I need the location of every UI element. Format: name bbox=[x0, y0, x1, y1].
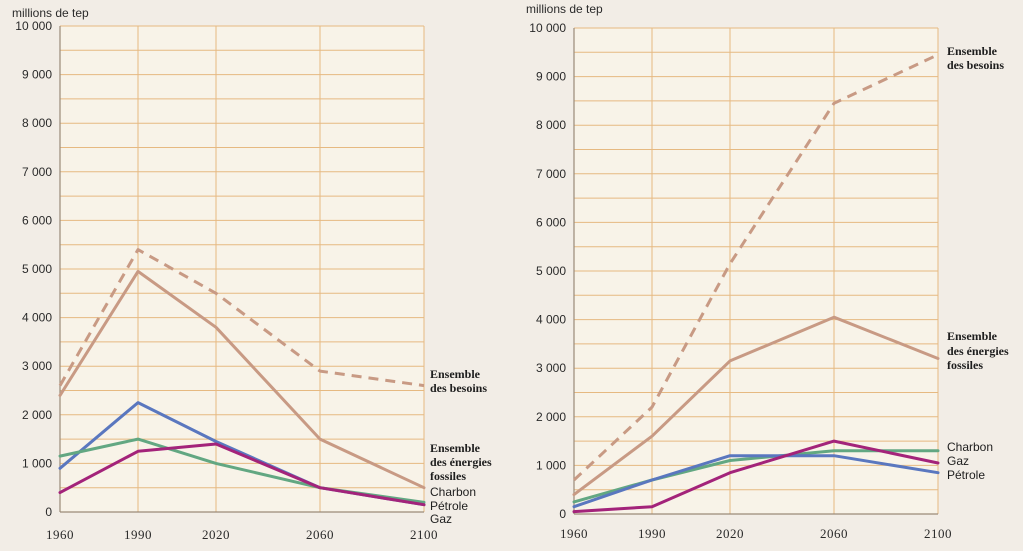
y-tick-label: 0 bbox=[559, 507, 566, 521]
y-tick-label: 7 000 bbox=[21, 164, 52, 179]
legend-label: Pétrole bbox=[430, 499, 469, 513]
legend-label: Charbon bbox=[430, 485, 477, 499]
y-tick-label: 0 bbox=[45, 505, 52, 519]
y-tick-label: 1 000 bbox=[535, 458, 566, 473]
y-tick-label: 9 000 bbox=[535, 69, 566, 84]
legend-label: fossiles bbox=[430, 469, 466, 483]
y-tick-label: 7 000 bbox=[535, 166, 566, 181]
y-tick-label: 4 000 bbox=[535, 312, 566, 327]
x-tick-label: 1960 bbox=[560, 526, 588, 541]
legend-label: fossiles bbox=[947, 358, 983, 372]
y-tick-label: 2 000 bbox=[21, 407, 52, 422]
y-tick-label: 4 000 bbox=[21, 310, 52, 325]
y-tick-label: 10 000 bbox=[15, 19, 52, 33]
y-tick-label: 8 000 bbox=[535, 118, 566, 133]
y-tick-label: 3 000 bbox=[21, 359, 52, 374]
legend-label: Gaz bbox=[430, 512, 453, 526]
legend-label: des besoins bbox=[430, 381, 488, 395]
x-tick-label: 2020 bbox=[716, 526, 744, 541]
legend-label: Ensemble bbox=[947, 44, 998, 58]
y-tick-label: 6 000 bbox=[21, 213, 52, 228]
legend-label: Ensemble bbox=[430, 367, 481, 381]
y-tick-label: 3 000 bbox=[535, 361, 566, 376]
legend-label: des énergies bbox=[430, 455, 492, 469]
y-tick-label: 5 000 bbox=[21, 262, 52, 276]
x-tick-label: 2060 bbox=[306, 527, 334, 542]
legend-label: Pétrole bbox=[947, 468, 986, 482]
legend-label: Charbon bbox=[947, 440, 994, 454]
y-tick-label: 8 000 bbox=[21, 116, 52, 131]
y-axis-unit-label: millions de tep bbox=[526, 2, 603, 16]
y-tick-label: 10 000 bbox=[529, 21, 566, 35]
y-tick-label: 5 000 bbox=[535, 264, 566, 278]
x-tick-label: 1990 bbox=[638, 526, 666, 541]
y-tick-label: 1 000 bbox=[21, 456, 52, 471]
legend-label: Ensemble bbox=[947, 329, 998, 343]
legend-label: des énergies bbox=[947, 344, 1009, 358]
legend-label: Ensemble bbox=[430, 441, 481, 455]
x-tick-label: 2100 bbox=[410, 527, 438, 542]
x-tick-label: 1990 bbox=[124, 527, 152, 542]
x-tick-label: 2100 bbox=[924, 526, 952, 541]
x-tick-label: 1960 bbox=[46, 527, 74, 542]
y-tick-label: 6 000 bbox=[535, 215, 566, 230]
y-tick-label: 2 000 bbox=[535, 409, 566, 424]
x-tick-label: 2020 bbox=[202, 527, 230, 542]
x-tick-label: 2060 bbox=[820, 526, 848, 541]
legend-label: des besoins bbox=[947, 58, 1005, 72]
chart-panel-1 bbox=[12, 6, 492, 542]
chart-panel-2 bbox=[526, 2, 1009, 541]
y-axis-unit-label: millions de tep bbox=[12, 6, 89, 20]
legend-label: Gaz bbox=[947, 454, 970, 468]
y-tick-label: 9 000 bbox=[21, 67, 52, 82]
